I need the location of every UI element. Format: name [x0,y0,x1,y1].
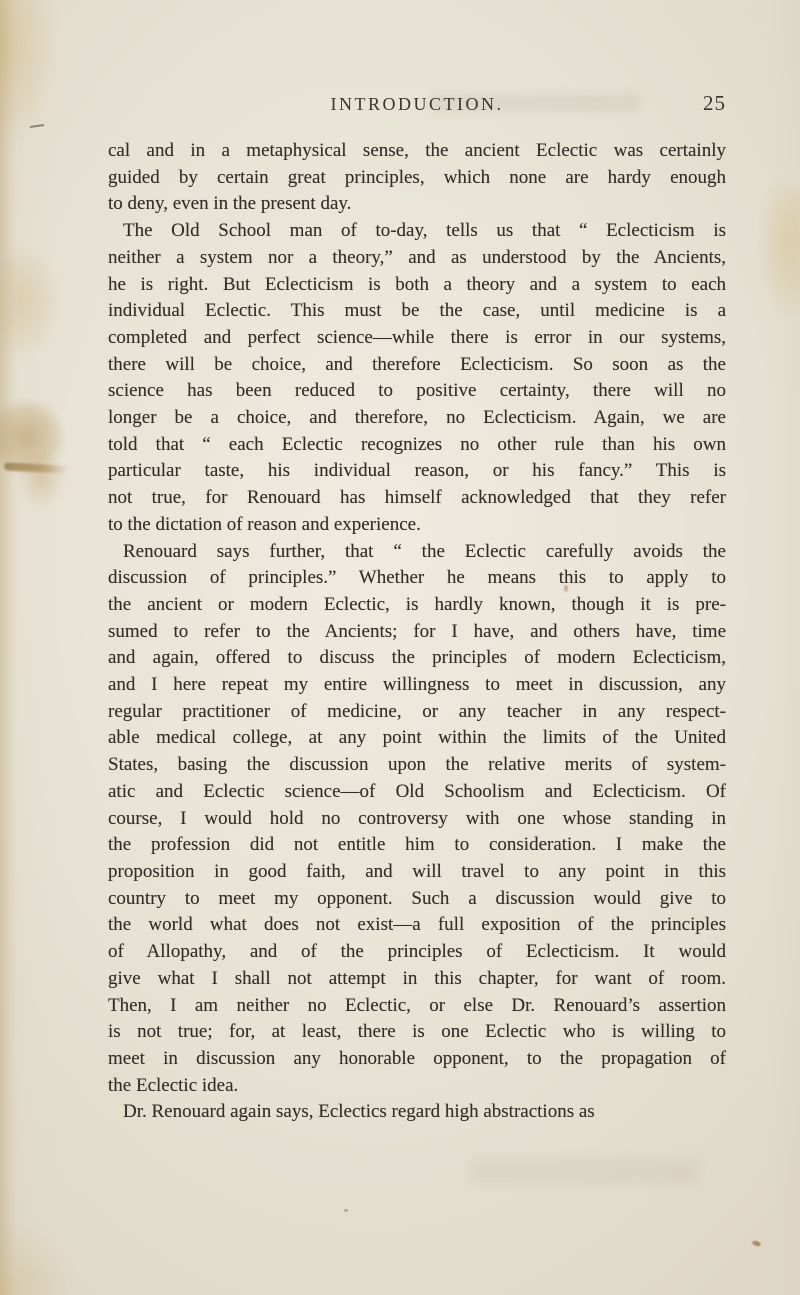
text-line: country to meet my opponent. Such a discussion would give to [108,887,726,909]
text-line: individual Eclectic. This must be the case, until medicine is a [108,300,726,322]
text-line: the ancient or modern Eclectic, is hardly known, though it is pre- [108,593,726,615]
page-number: 25 [703,91,726,115]
text-line: there will be choice, and therefore Eclecticism. So soon as the [108,353,726,375]
text-line: told that “ each Eclectic recognizes no other rule than his own [108,433,726,455]
paper-edge-shading [0,0,16,1295]
text-line: guided by certain great principles, which none are hardy enough [108,166,726,188]
text-line: completed and perfect science—while there is error in our systems, [108,326,726,348]
text-line: to the dictation of reason and experience. [108,513,421,535]
text-line: he is right. But Eclecticism is both a theory and a system to each [108,273,726,295]
paper-stain-bottom-left [0,1225,75,1295]
text-line: cal and in a metaphysical sense, the ancient Eclectic was certainly [108,140,726,161]
text-line: Renouard says further, that “ the Eclectic carefully avoids the [123,540,726,562]
text-line: sumed to refer to the Ancients; for I have, and others have, time [108,620,726,642]
text-line: the world what does not exist—a full exposition of the principles [108,914,726,936]
text-line: The Old School man of to-day, tells us that “ Eclecticism is [123,220,726,242]
paper-stain-right-edge [760,188,800,313]
running-header [108,91,726,122]
paper-stain-upper-left [0,248,58,353]
text-line: is not true; for, at least, there is one Eclectic who is willing to [108,1021,726,1043]
text-line: particular taste, his individual reason, or his fancy.” This is [108,460,726,482]
text-line: of Allopathy, and of the principles of Eclecticism. It would [108,941,726,963]
text-line: proposition in good faith, and will travel to any point in this [108,860,726,882]
show-through-ghost [470,1158,700,1184]
paper-speck [344,1209,348,1212]
paper-speck [751,1240,761,1248]
text-line: able medical college, at any point within the limits of the United [108,727,726,749]
foxing-streak [4,462,68,473]
text-line: give what I shall not attempt in this chapter, for want of room. [108,967,726,989]
text-line: Dr. Renouard again says, Eclectics regard high abstractions as [123,1101,595,1123]
pen-mark [30,124,44,128]
text-line: and again, offered to discuss the principles of modern Eclecticism, [108,647,726,669]
text-line: longer be a choice, and therefore, no Eclecticism. Again, we are [108,407,726,429]
paper-stain-top-left [0,0,52,140]
text-line: the profession did not entitle him to consideration. I make the [108,834,726,856]
text-line: neither a system nor a theory,” and as understood by the Ancients, [108,246,726,268]
text-line: the Eclectic idea. [108,1074,239,1096]
foxing-blotch [0,396,80,514]
text-line: States, basing the discussion upon the relative merits of system- [108,754,726,776]
text-line: regular practitioner of medicine, or any teacher in any respect- [108,700,726,722]
text-line: and I here repeat my entire willingness to meet in discussion, any [108,674,726,696]
text-line: discussion of principles.” Whether he means this to apply to [108,567,726,589]
body-text [108,138,726,1126]
text-line: course, I would hold no controversy with one whose standing in [108,807,726,829]
text-line: not true, for Renouard has himself acknowledged that they refer [108,487,726,509]
text-line: atic and Eclectic science—of Old Schoolism and Eclecticism. Of [108,780,726,802]
page-title: INTRODUCTION. [330,94,504,114]
text-line: to deny, even in the present day. [108,193,352,215]
text-line: meet in discussion any honorable opponent, to the propagation of [108,1047,726,1069]
text-line: science has been reduced to positive certainty, there will no [108,380,726,402]
text-line: Then, I am neither no Eclectic, or else Dr. Renouard’s assertion [108,994,726,1016]
